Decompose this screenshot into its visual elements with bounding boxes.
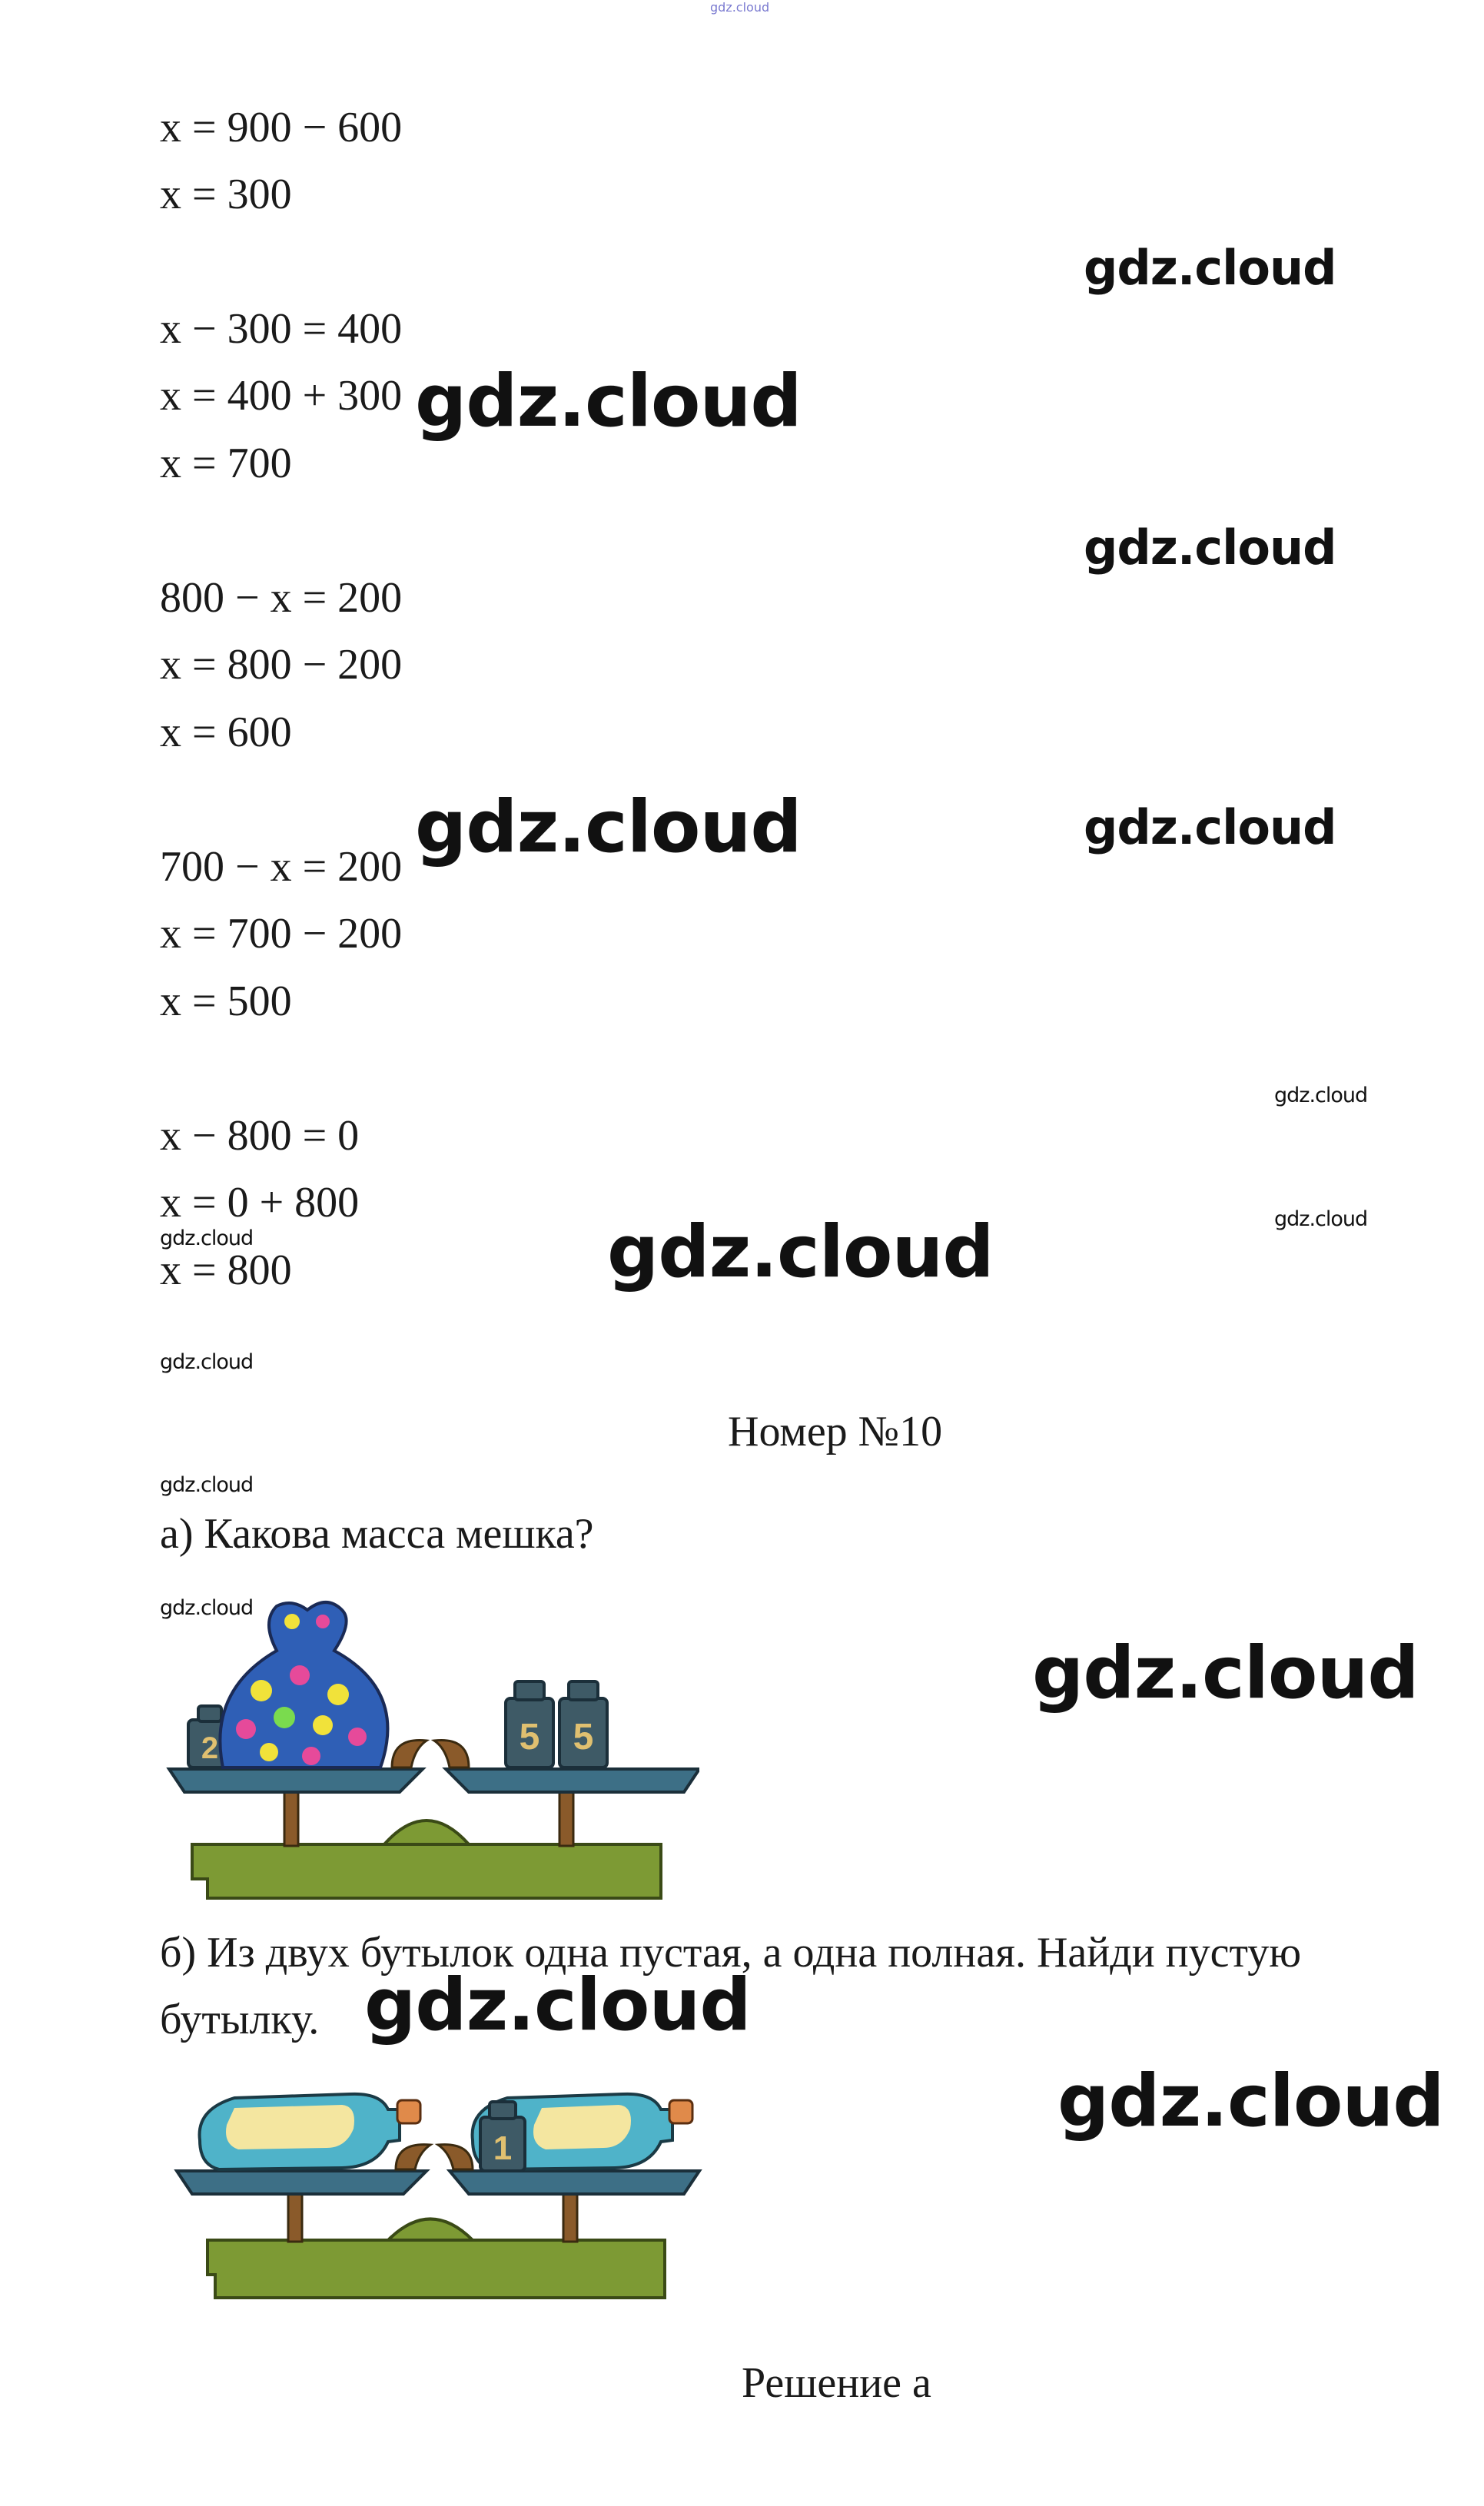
solution-title: Решение а (742, 2359, 931, 2407)
equation-line: x = 600 (160, 709, 292, 756)
bottle-icon (200, 2094, 420, 2169)
equation-line: x = 900 − 600 (160, 104, 403, 151)
watermark: gdz.cloud (160, 1350, 254, 1374)
equation-line: x = 400 + 300 (160, 372, 403, 420)
watermark: gdz.cloud (364, 1963, 751, 2047)
equation-line: 800 − x = 200 (160, 574, 403, 622)
equation-line: x − 300 = 400 (160, 305, 403, 353)
question-b-line1: б) Из двух бутылок одна пустая, а одна полная. Найди пустую (160, 1929, 1302, 1977)
equation-line: x = 800 (160, 1246, 292, 1294)
question-b-line2: бутылку. (160, 1996, 320, 2043)
watermark: gdz.cloud (160, 1473, 254, 1497)
watermark: gdz.cloud (1084, 799, 1336, 855)
sack-icon (220, 1602, 387, 1767)
watermark-tiny: gdz.cloud (710, 0, 770, 15)
scale-sack-illustration (161, 1591, 699, 1906)
watermark: gdz.cloud (160, 1596, 254, 1620)
equation-line: x = 700 (160, 440, 292, 487)
watermark: gdz.cloud (415, 785, 802, 869)
equation-line: 700 − x = 200 (160, 843, 403, 891)
watermark: gdz.cloud (160, 1226, 254, 1250)
watermark: gdz.cloud (1032, 1631, 1419, 1715)
equation-line: x = 0 + 800 (160, 1179, 360, 1226)
equation-line: x − 800 = 0 (160, 1112, 360, 1160)
watermark: gdz.cloud (1084, 519, 1336, 576)
section-title: Номер №10 (728, 1408, 943, 1455)
weight-label: 2 (201, 1731, 219, 1765)
watermark: gdz.cloud (607, 1210, 994, 1294)
question-a: а) Какова масса мешка? (160, 1510, 594, 1558)
equation-line: x = 300 (160, 171, 292, 218)
scale-bottles-illustration (173, 2071, 703, 2302)
watermark: gdz.cloud (1274, 1207, 1368, 1231)
equation-line: x = 800 − 200 (160, 641, 403, 689)
watermark: gdz.cloud (1274, 1084, 1368, 1107)
equation-line: x = 500 (160, 978, 292, 1025)
equation-line: x = 700 − 200 (160, 910, 403, 958)
watermark: gdz.cloud (1084, 240, 1336, 296)
watermark: gdz.cloud (1057, 2060, 1444, 2143)
weight-label: 5 (573, 1717, 594, 1758)
weight-label: 5 (519, 1717, 540, 1758)
watermark: gdz.cloud (415, 360, 802, 443)
weight-label: 1 (493, 2129, 513, 2167)
